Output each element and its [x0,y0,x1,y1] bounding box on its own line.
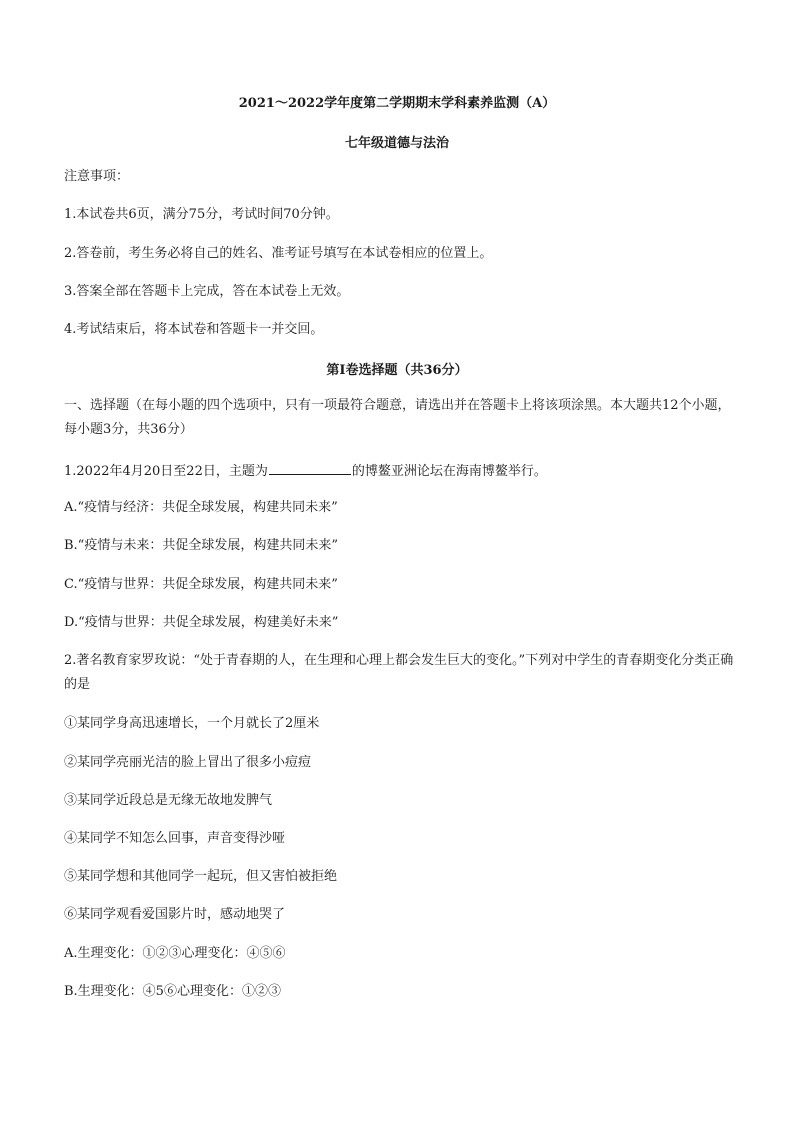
question-2-statement: ③某同学近段总是无缘无故地发脾气 [64,793,273,808]
question-2-statement: ①某同学身高迅速增长，一个月就长了2厘米 [64,716,320,731]
notice-item: 2.答卷前，考生务必将自己的姓名、准考证号填写在本试卷相应的位置上。 [64,246,493,261]
exam-title: 2021～2022学年度第二学期期末学科素养监测（A） [238,96,556,111]
answer-blank [269,462,351,475]
question-2-statement: ④某同学不知怎么回事，声音变得沙哑 [64,831,286,846]
notice-item: 1.本试卷共6页，满分75分，考试时间70分钟。 [64,207,339,222]
subject-title: 七年级道德与法治 [344,136,449,151]
question-2-statement: ⑥某同学观看爱国影片时，感动地哭了 [64,907,286,922]
section-title: 第I卷选择题（共36分） [326,363,468,378]
question-1-stem-before: 1.2022年4月20日至22日，主题为 [64,464,268,479]
question-1-stem [64,462,734,481]
question-2-option-a: A.生理变化：①②③心理变化：④⑤⑥ [64,946,286,961]
question-2-stem: 2.著名教育家罗玫说：“处于青春期的人，在生理和心理上都会发生巨大的变化。”下列对中学生的青春期变化分类正确的是 [64,653,734,692]
question-2-statement: ⑤某同学想和其他同学一起玩，但又害怕被拒绝 [64,869,338,884]
notice-item: 3.答案全部在答题卡上完成，答在本试卷上无效。 [64,284,350,299]
question-1-option-c: C.“疫情与世界：共促全球发展，构建共同未来” [64,577,338,592]
question-2-option-b: B.生理变化：④5⑥心理变化：①②③ [64,984,281,999]
question-1-stem-after: 的博鳌亚洲论坛在海南博鳌举行。 [351,464,547,479]
notice-item: 4.考试结束后，将本试卷和答题卡一并交回。 [64,322,324,337]
notice-heading: 注意事项： [64,169,130,184]
section-instruction: 一、选择题（在每小题的四个选项中，只有一项最符合题意，请选出并在答题卡上将该项涂黑。本大题共12个小题，每小题3分，共36分） [64,398,731,437]
question-1-option-d: D.“疫情与世界：共促全球发展，构建美好未来” [64,615,339,630]
question-1-option-a: A.“疫情与经济：共促全球发展，构建共同未来” [64,500,338,515]
question-1-option-b: B.“疫情与未来：共促全球发展，构建共同未来” [64,538,338,553]
question-2-statement: ②某同学亮丽光洁的脸上冒出了很多小痘痘 [64,755,312,770]
